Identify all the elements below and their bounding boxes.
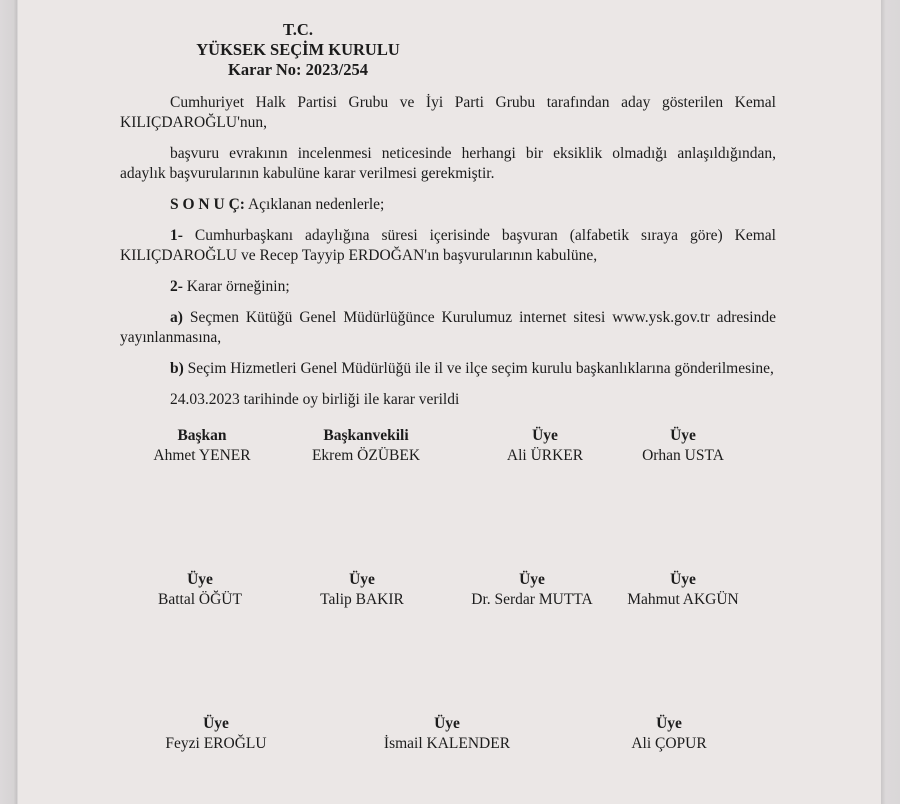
- signature-role: Üye: [434, 715, 460, 732]
- signature-role: Üye: [519, 571, 545, 588]
- header-tc: T.C.: [283, 20, 313, 39]
- signature-name: Talip BAKIR: [320, 591, 404, 608]
- page-edge-left: [0, 0, 17, 804]
- header-institution: YÜKSEK SEÇİM KURULU: [196, 40, 400, 59]
- signature-role: Üye: [349, 571, 375, 588]
- signature-role: Başkanvekili: [323, 427, 409, 444]
- signature-role: Üye: [187, 571, 213, 588]
- item-2-text: Karar örneğinin;: [182, 278, 290, 295]
- page-edge-right: [881, 0, 900, 804]
- paragraph-item-a: [120, 308, 776, 348]
- paragraph-item-2: [120, 277, 776, 297]
- paragraph-item-b: [120, 359, 776, 379]
- item-b-text: Seçim Hizmetleri Genel Müdürlüğü ile il ve ilçe seçim kurulu başkanlıklarına gönderilmesine,: [183, 360, 774, 377]
- signature-block: [447, 570, 617, 610]
- signature-name: Dr. Serdar MUTTA: [471, 591, 593, 608]
- signature-role: Başkan: [177, 427, 227, 444]
- signature-block: [131, 714, 301, 754]
- signature-name: Feyzi EROĞLU: [165, 735, 267, 752]
- paragraph-2: başvuru evrakının incelenmesi neticesinde herhangi bir eksiklik olmadığı anlaşıldığından, adaylık başvurularının kabulüne karar verilmesi gerekmiştir.: [120, 145, 776, 182]
- signature-block: [598, 570, 768, 610]
- signature-name: Ahmet YENER: [153, 447, 251, 464]
- paragraph-sonuc: [120, 195, 776, 215]
- document-body: [120, 93, 776, 421]
- signature-name: İsmail KALENDER: [383, 735, 511, 752]
- item-2-label: 2-: [170, 278, 183, 295]
- document-page: [18, 0, 881, 804]
- signature-role: Üye: [203, 715, 229, 732]
- signature-name: Ali ÇOPUR: [631, 735, 707, 752]
- signature-role: Üye: [532, 427, 558, 444]
- signature-block: [598, 426, 768, 466]
- signature-role: Üye: [670, 427, 696, 444]
- signature-name: Ali ÜRKER: [506, 447, 584, 464]
- item-a-label: a): [170, 309, 183, 326]
- sonuc-label: S O N U Ç:: [170, 196, 245, 213]
- paragraph-1: Cumhuriyet Halk Partisi Grubu ve İyi Parti Grubu tarafından aday gösterilen Kemal KILIÇDAROĞLU'nun,: [120, 94, 776, 131]
- paragraph-item-1: [120, 226, 776, 266]
- signature-name: Ekrem ÖZÜBEK: [311, 447, 421, 464]
- header-decision-number: Karar No: 2023/254: [228, 60, 368, 79]
- paragraph-closing: 24.03.2023 tarihinde oy birliği ile karar verildi: [170, 391, 460, 408]
- signature-role: Üye: [670, 571, 696, 588]
- signature-block: [117, 426, 287, 466]
- signature-block: [277, 570, 447, 610]
- signature-block: [281, 426, 451, 466]
- signature-name: Mahmut AKGÜN: [627, 591, 739, 608]
- signature-block: [115, 570, 285, 610]
- document-header: [178, 20, 418, 80]
- signature-block: [584, 714, 754, 754]
- item-b-label: b): [170, 360, 184, 377]
- signature-block: [362, 714, 532, 754]
- signature-name: Orhan USTA: [642, 447, 724, 464]
- signature-name: Battal ÖĞÜT: [158, 591, 242, 608]
- sonuc-text: Açıklanan nedenlerle;: [244, 196, 385, 213]
- item-1-label: 1-: [170, 227, 183, 244]
- item-a-text: Seçmen Kütüğü Genel Müdürlüğünce Kurulumuz internet sitesi www.ysk.gov.tr adresinde yayınlanmasına,: [120, 309, 776, 346]
- item-1-text: Cumhurbaşkanı adaylığına süresi içerisinde başvuran (alfabetik sıraya göre) Kemal KILIÇDAROĞLU ve Recep Tayyip ERDOĞAN'ın başvurularının kabulüne,: [120, 227, 776, 264]
- signature-role: Üye: [656, 715, 682, 732]
